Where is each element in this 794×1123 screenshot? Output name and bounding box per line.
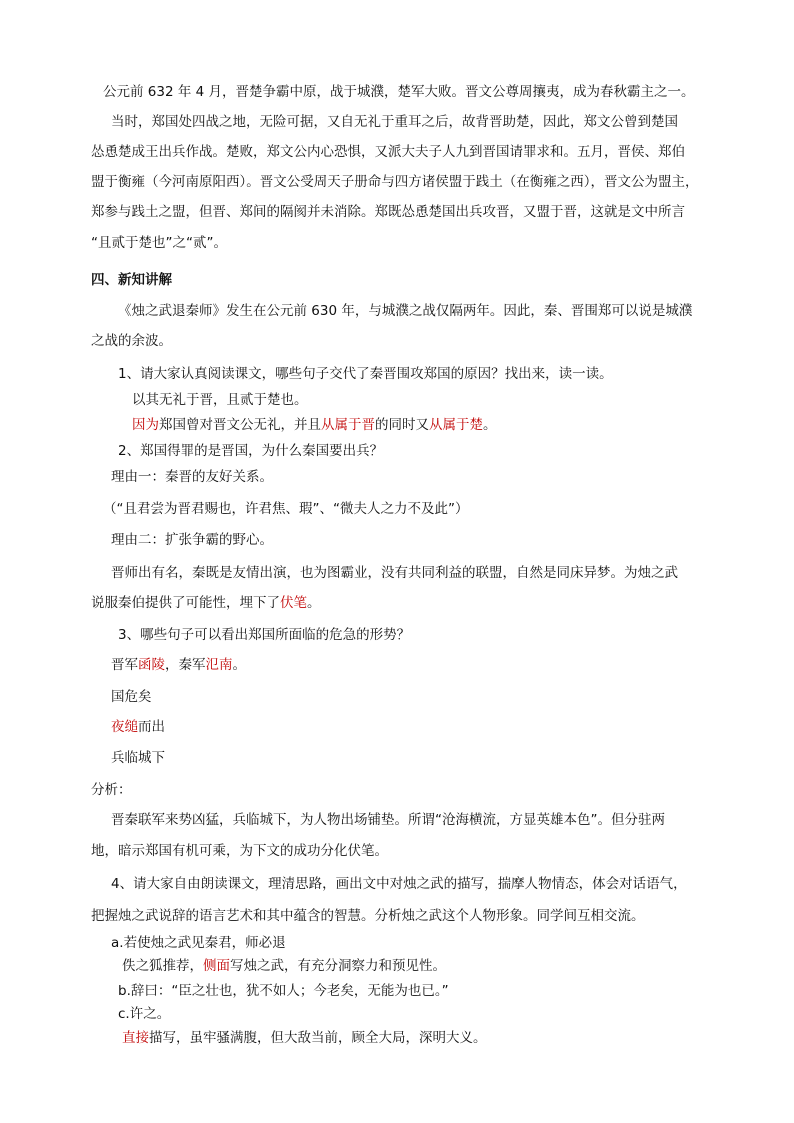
highlight-text: 氾南	[205, 657, 233, 673]
reason-line: 理由一：秦晋的友好关系。	[111, 469, 273, 485]
question-1: 1、请大家认真阅读课文，哪些句子交代了秦晋围攻郑国的原因？找出来，读一读。	[118, 366, 613, 382]
paragraph-line: 公元前 632 年 4 月，晋楚争霸中原，战于城濮，楚军大败。晋文公尊周攘夷，成为春秋霸主之一。	[103, 84, 695, 100]
highlight-text: 因为	[132, 417, 159, 433]
highlight-text: 伏笔	[280, 595, 307, 611]
paragraph-line: 晋师出有名，秦既是友情出演，也为图霸业，没有共同利益的联盟，自然是同床异梦。为烛之武	[111, 565, 678, 581]
quote-line: （“且君尝为晋君赐也，许君焦、瑕”、“微夫人之力不及此”）	[103, 501, 469, 517]
highlight-text: 直接	[122, 1030, 149, 1046]
highlight-text: 从属于晋	[321, 417, 375, 433]
situation-line: 晋军函陵，秦军氾南。	[111, 657, 246, 673]
item-line: b.辞曰：“臣之壮也，犹不如人；今老矣，无能为也已。”	[118, 983, 449, 999]
answer-line: 因为郑国曾对晋文公无礼，并且从属于晋的同时又从属于楚。	[132, 417, 497, 433]
section-heading: 四、新知讲解	[91, 272, 172, 288]
highlight-text: 从属于楚	[429, 417, 483, 433]
paragraph-line: 说服秦伯提供了可能性，埋下了伏笔。	[91, 595, 321, 611]
question-4: 把握烛之武说辞的语言艺术和其中蕴含的智慧。分析烛之武这个人物形象。同学间互相交流。	[91, 908, 645, 924]
paragraph-line: 之战的余波。	[91, 333, 172, 349]
situation-line: 兵临城下	[111, 750, 165, 766]
paragraph-line: “且贰于楚也”之“贰”。	[91, 235, 227, 251]
answer-line: 以其无礼于晋，且贰于楚也。	[132, 392, 308, 408]
question-2: 2、郑国得罪的是晋国，为什么秦国要出兵？	[118, 443, 384, 459]
paragraph-line: 地，暗示郑国有机可乘，为下文的成功分化伏笔。	[91, 843, 388, 859]
highlight-text: 函陵	[138, 657, 165, 673]
item-line: 佚之狐推荐，侧面写烛之武，有充分洞察力和预见性。	[122, 958, 446, 974]
highlight-text: 侧面	[203, 958, 230, 974]
paragraph-line: 《烛之武退秦师》发生在公元前 630 年，与城濮之战仅隔两年。因此，秦、晋围郑可以说是城濮	[118, 303, 693, 319]
paragraph-line: 盟于衡雍（今河南原阳西）。晋文公受周天子册命与四方诸侯盟于践土（在衡雍之西），晋文公为盟主，	[91, 174, 699, 190]
situation-line: 国危矣	[111, 689, 152, 705]
item-line: 直接描写，虽牢骚满腹，但大敌当前，顾全大局，深明大义。	[122, 1030, 487, 1046]
highlight-text: 夜缒	[111, 719, 138, 735]
paragraph-line: 当时，郑国处四战之地，无险可据，又自无礼于重耳之后，故背晋助楚，因此，郑文公曾到楚国	[111, 114, 678, 130]
item-line: a.若使烛之武见秦君，师必退	[111, 935, 286, 951]
item-line: c.许之。	[118, 1006, 171, 1022]
analysis-label: 分析：	[91, 782, 132, 798]
situation-line: 夜缒而出	[111, 719, 165, 735]
reason-line: 理由二：扩张争霸的野心。	[111, 532, 273, 548]
paragraph-line: 郑参与践土之盟，但晋、郑间的隔阂并未消除。郑既怂恿楚国出兵攻晋，又盟于晋，这就是文中所言	[91, 204, 685, 220]
question-3: 3、哪些句子可以看出郑国所面临的危急的形势？	[118, 627, 411, 643]
paragraph-line: 怂恿楚成王出兵作战。楚败，郑文公内心恐惧，又派大夫子人九到晋国请罪求和。五月，晋侯、郑伯	[91, 144, 685, 160]
paragraph-line: 晋秦联军来势凶猛，兵临城下，为人物出场铺垫。所谓“沧海横流，方显英雄本色”。但分驻两	[111, 812, 665, 828]
question-4: 4、请大家自由朗读课文，理清思路，画出文中对烛之武的描写，揣摩人物情态，体会对话语气，	[111, 876, 687, 892]
